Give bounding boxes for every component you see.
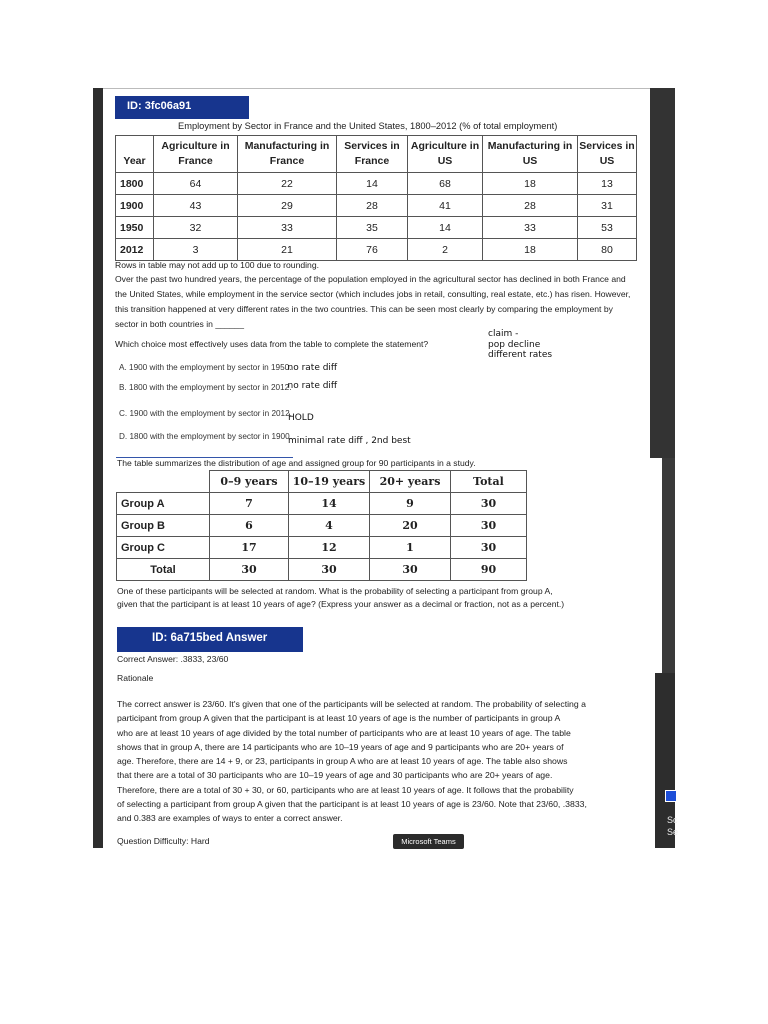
cell: 29 (238, 195, 337, 217)
cell: 7 (210, 493, 289, 515)
cell: 32 (154, 217, 238, 239)
rationale-line: of selecting a participant from group A given that the participant is at least 10 years of age is 23/60. Note that 23/60, .3833, (117, 799, 587, 810)
table-header-row (117, 471, 527, 493)
study-intro: The table summarizes the distribution of age and assigned group for 90 participants in a study. (117, 458, 476, 468)
choice-annotation: HOLD (287, 413, 314, 423)
header-cell: Manufacturing in France (238, 136, 337, 173)
cell: 1950 (116, 217, 154, 239)
header-cell: Services in France (337, 136, 408, 173)
answer-id-badge: ID: 6a715bed Answer (117, 627, 303, 652)
rationale-line: age. Therefore, there are 14 + 9, or 23, participants in group A who are at least 10 years of age. The table also shows (117, 756, 568, 767)
cell: 43 (154, 195, 238, 217)
question-id-badge: ID: 3fc06a91 (115, 96, 249, 119)
edge-text-2: Se (667, 827, 679, 837)
choice-c[interactable] (119, 403, 318, 421)
choice-annotation: minimal rate diff , 2nd best (287, 436, 411, 446)
employment-table (115, 135, 637, 261)
cell: 18 (483, 173, 578, 195)
header-cell: Services in US (578, 136, 637, 173)
age-group-table (116, 470, 527, 581)
table-row (116, 217, 637, 239)
cell: 80 (578, 239, 637, 261)
question-line: One of these participants will be selected at random. What is the probability of selecting a participant from group A, (117, 586, 553, 596)
cell: 30 (210, 559, 289, 581)
right-border-bar-lower (662, 458, 675, 673)
edge-text-1: Sc (667, 815, 678, 825)
cell: 9 (370, 493, 451, 515)
cell: 6 (210, 515, 289, 537)
header-cell: 0–9 years (210, 471, 289, 493)
choice-label: A. 1900 with the employment by sector in 1950. (119, 363, 292, 372)
cell: 17 (210, 537, 289, 559)
rationale-line: Therefore, there are a total of 30 + 30, or 60, participants who are at least 10 years of age. It follows that the probability (117, 784, 574, 795)
probability-question (117, 585, 662, 611)
cell: 1800 (116, 173, 154, 195)
cell: 21 (238, 239, 337, 261)
cell: 33 (238, 217, 337, 239)
table-caption: Employment by Sector in France and the United States, 1800–2012 (% of total employment) (178, 121, 558, 131)
right-border-bar (650, 88, 675, 458)
cell: Group A (117, 493, 210, 515)
cell: 31 (578, 195, 637, 217)
cell: 1900 (116, 195, 154, 217)
choice-b[interactable] (119, 377, 341, 395)
cell: 3 (154, 239, 238, 261)
header-cell (117, 471, 210, 493)
cell: 20 (370, 515, 451, 537)
passage-text: Over the past two hundred years, the percentage of the population employed in the agricultural sector has declined in both France and the United States, while employment in the service sector (which includes jobs in retail, consulting, real estate, etc.) has risen. However, this transition happened at very different rates in the two countries. This can be seen most clearly by comparing the employment by sector in both countries in ______ (115, 274, 631, 329)
header-cell: 20+ years (370, 471, 451, 493)
cell: 13 (578, 173, 637, 195)
choice-a[interactable] (119, 357, 341, 375)
cell: 30 (451, 515, 527, 537)
question-line: given that the participant is at least 10 years of age? (Express your answer as a decimal or fraction, not as a percent.) (117, 599, 565, 609)
rationale-heading: Rationale (117, 673, 154, 683)
question-text: Which choice most effectively uses data from the table to complete the statement? (115, 339, 429, 349)
table-row (117, 493, 527, 515)
header-cell: Year (116, 136, 154, 173)
cell: 35 (337, 217, 408, 239)
header-cell: Total (451, 471, 527, 493)
cell: 30 (451, 537, 527, 559)
top-divider (103, 88, 650, 89)
cell: 28 (483, 195, 578, 217)
teams-taskbar-popup[interactable]: Microsoft Teams (393, 834, 464, 849)
cell: 1 (370, 537, 451, 559)
side-note-line: claim - (488, 329, 519, 339)
cell: 12 (289, 537, 370, 559)
choice-label: B. 1800 with the employment by sector in 2012. (119, 383, 292, 392)
rationale-line: who are at least 10 years of age divided by the total number of participants who are at least 10 years of age. The table (117, 727, 571, 738)
cell: 14 (337, 173, 408, 195)
header-cell: Agriculture in France (154, 136, 238, 173)
header-cell: 10–19 years (289, 471, 370, 493)
table-header-row (116, 136, 637, 173)
table-row (117, 537, 527, 559)
rationale-line: The correct answer is 23/60. It's given that one of the participants will be selected at random. The probability of selecting a (117, 699, 586, 709)
left-border-bar (93, 88, 103, 848)
cell: 30 (289, 559, 370, 581)
table-row (116, 173, 637, 195)
side-note-line: different rates (488, 350, 553, 360)
question-difficulty: Question Difficulty: Hard (117, 836, 210, 846)
header-cell: Manufacturing in US (483, 136, 578, 173)
table-row (117, 515, 527, 537)
cell: 90 (451, 559, 527, 581)
cell: 30 (451, 493, 527, 515)
edge-app-icon[interactable] (665, 790, 677, 802)
cell: 28 (337, 195, 408, 217)
cell: 14 (289, 493, 370, 515)
correct-answer: Correct Answer: .3833, 23/60 (117, 654, 229, 664)
cell: 53 (578, 217, 637, 239)
cell: 64 (154, 173, 238, 195)
cell: Group C (117, 537, 210, 559)
choice-annotation: no rate diff (287, 381, 338, 391)
rationale-line: shows that in group A, there are 14 participants who are 10–19 years of age and 9 participants who are 20+ years of (117, 741, 564, 752)
cell: Group B (117, 515, 210, 537)
cell: 4 (289, 515, 370, 537)
cell: 2 (408, 239, 483, 261)
rationale-text (117, 697, 652, 826)
cell: 14 (408, 217, 483, 239)
table-row (116, 195, 637, 217)
rationale-line: that there are a total of 30 participants who are 10–19 years of age and 30 participants who are 20+ years of age. (117, 770, 553, 781)
rationale-line: and 0.383 are examples of ways to enter a correct answer. (117, 813, 343, 824)
choice-d[interactable] (119, 426, 415, 444)
cell: 18 (483, 239, 578, 261)
cell: 76 (337, 239, 408, 261)
choice-label: D. 1800 with the employment by sector in 1900. (119, 432, 292, 441)
cell: 30 (370, 559, 451, 581)
cell: 2012 (116, 239, 154, 261)
side-note-line: pop decline (488, 339, 541, 350)
choice-label: C. 1900 with the employment by sector in 2012. (119, 409, 292, 418)
cell: 33 (483, 217, 578, 239)
cell: 41 (408, 195, 483, 217)
handwritten-side-note (488, 329, 552, 361)
header-cell: Agriculture in US (408, 136, 483, 173)
table-row (117, 559, 527, 581)
table-footnote: Rows in table may not add up to 100 due to rounding. (115, 260, 320, 270)
cell: Total (117, 559, 210, 581)
cell: 22 (238, 173, 337, 195)
cell: 68 (408, 173, 483, 195)
rationale-line: participant from group A given that the participant is at least 10 years of age is the number of participants in group A (117, 713, 561, 724)
choice-annotation: no rate diff (287, 363, 338, 373)
